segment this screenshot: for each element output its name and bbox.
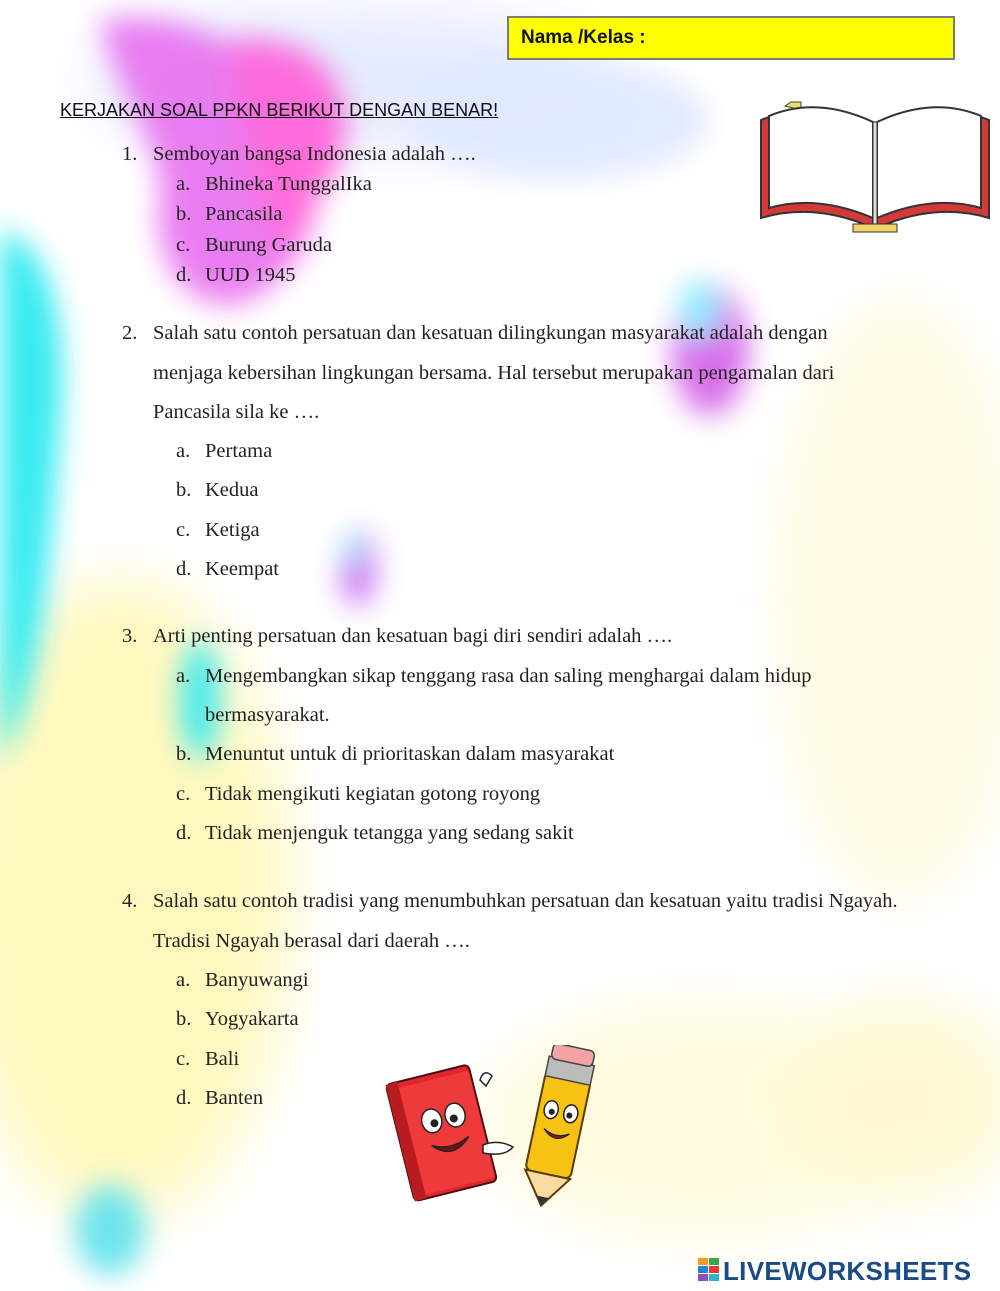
question-number: 2. <box>122 322 138 344</box>
question-number: 4. <box>122 890 138 912</box>
liveworksheets-logo[interactable]: LIVEWORKSHEETS <box>723 1256 972 1286</box>
book-and-pencil-handshake-icon <box>385 1045 615 1210</box>
open-book-icon <box>755 100 995 235</box>
question-text-line: Salah satu contoh persatuan dan kesatuan dilingkungan masyarakat adalah dengan <box>153 322 828 344</box>
question-text: Arti penting persatuan dan kesatuan bagi diri sendiri adalah …. <box>153 625 673 647</box>
instruction-heading: KERJAKAN SOAL PPKN BERIKUT DENGAN BENAR! <box>60 100 499 120</box>
question-text-line: Pancasila sila ke …. <box>153 401 320 423</box>
question-text-line: Tradisi Ngayah berasal dari daerah …. <box>153 930 470 952</box>
question-number: 1. <box>122 143 138 165</box>
question-text-line: Salah satu contoh tradisi yang menumbuhkan persatuan dan kesatuan yaitu tradisi Ngayah. <box>153 890 898 912</box>
name-class-field[interactable]: Nama /Kelas : <box>507 16 955 60</box>
question-number: 3. <box>122 625 138 647</box>
liveworksheets-logo-icon <box>698 1258 720 1282</box>
question-text-line: menjaga kebersihan lingkungan bersama. Hal tersebut merupakan pengamalan dari <box>153 362 835 384</box>
question-text: Semboyan bangsa Indonesia adalah …. <box>153 143 476 165</box>
